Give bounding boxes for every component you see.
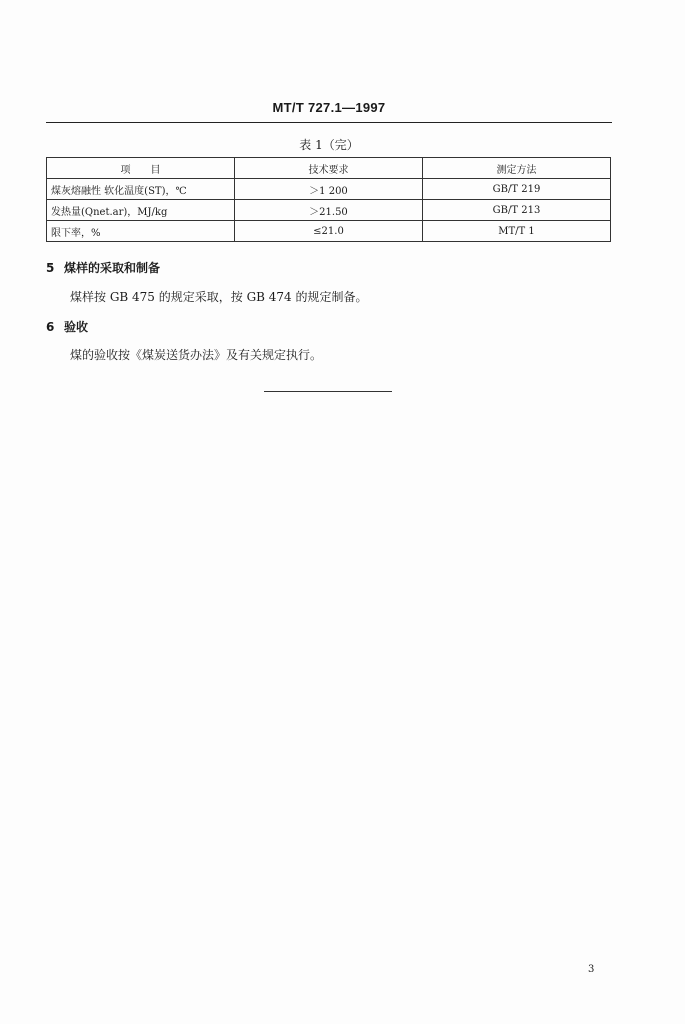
table-cell: ＞21.50 [235, 200, 423, 221]
table-caption: 表 1（完） [299, 138, 359, 152]
section-heading-5 [46, 259, 160, 276]
section-6-body: 煤的验收按《煤炭送货办法》及有关规定执行。 [70, 348, 323, 362]
section-number: 5 [46, 261, 55, 275]
table-cell: GB/T 213 [423, 200, 611, 221]
spec-table [46, 157, 611, 242]
standard-code-header: MT/T 727.1—1997 [272, 100, 386, 115]
end-of-standard-rule [264, 391, 392, 392]
table-cell: 限下率，% [47, 221, 235, 242]
table-cell: ＞1 200 [235, 179, 423, 200]
section-title: 煤样的采取和制备 [64, 261, 161, 275]
column-header-method: 测定方法 [423, 158, 611, 179]
table-row [47, 179, 611, 200]
table-cell: MT/T 1 [423, 221, 611, 242]
section-title: 验收 [64, 320, 89, 334]
table-row [47, 221, 611, 242]
table-cell: ≤21.0 [235, 221, 423, 242]
header-divider [46, 122, 612, 123]
column-header-item: 项 目 [47, 158, 235, 179]
section-heading-6 [46, 318, 88, 335]
table-row [47, 200, 611, 221]
page-number: 3 [588, 964, 595, 975]
table-cell: 发热量(Qnet.ar)，MJ/kg [47, 200, 235, 221]
table-cell: 煤灰熔融性 软化温度(ST)，℃ [47, 179, 235, 200]
table-cell: GB/T 219 [423, 179, 611, 200]
column-header-requirement: 技术要求 [235, 158, 423, 179]
section-5-body: 煤样按 GB 475 的规定采取，按 GB 474 的规定制备。 [70, 290, 368, 304]
table-header-row [47, 158, 611, 179]
section-number: 6 [46, 320, 55, 334]
